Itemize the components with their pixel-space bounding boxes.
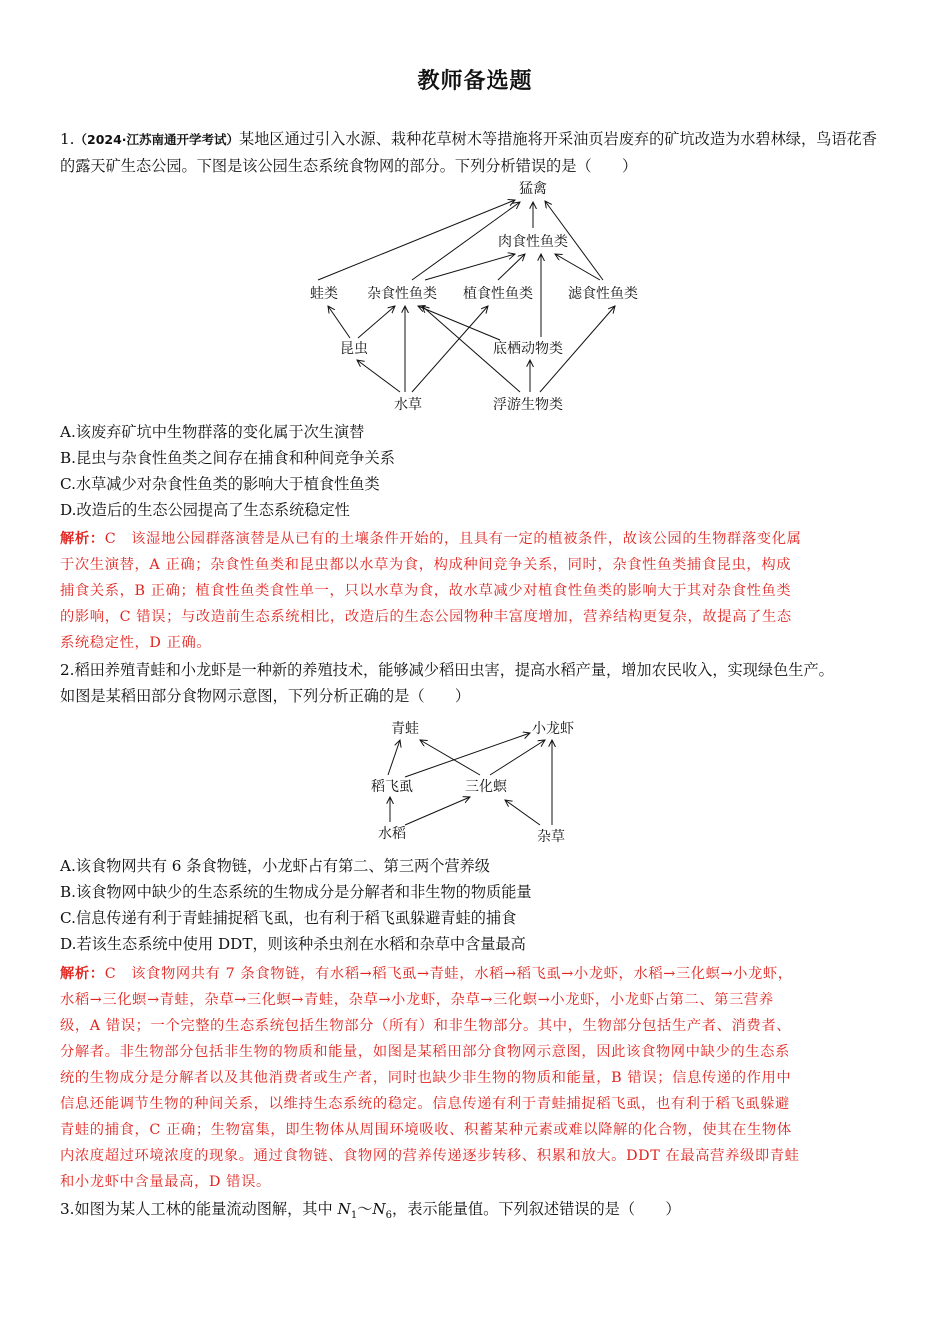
node-q2-planthopper: 稻飞虱 — [371, 779, 413, 795]
arrow-planthopper-frog — [388, 740, 400, 775]
q1-source: （2024·江苏南通开学考试） — [74, 132, 240, 147]
node-herbivore-fish: 植食性鱼类 — [463, 286, 533, 302]
node-carnivore-fish: 肉食性鱼类 — [498, 234, 568, 250]
node-raptor: 猛禽 — [519, 181, 547, 197]
q2-analysis-line: 分解者。非生物部分包括非生物的物质和能量，如图是某稻田部分食物网示意图，因此该食物网中缺少的生态系 — [60, 1044, 790, 1060]
q1-option-a: A.该废弃矿坑中生物群落的变化属于次生演替 — [60, 423, 365, 441]
q2-analysis-line: 和小龙虾中含量最高，D 错误。 — [60, 1174, 271, 1190]
node-insect: 昆虫 — [340, 341, 368, 357]
q1-analysis-line: 捕食关系，B 正确；植食性鱼类食性单一，只以水草为食，故水草减少对植食性鱼类的影响大于其对杂食性鱼类 — [60, 583, 792, 599]
q2-option-d: D.若该生态系统中使用 DDT，则该种杀虫剂在水稻和杂草中含量最高 — [60, 935, 526, 953]
q2-analysis-line: 信息还能调节生物的种间关系，以维持生态系统的稳定。信息传递有利于青蛙捕捉稻飞虱，也有利于稻飞虱躲避 — [60, 1096, 790, 1112]
arrow-grass-insect — [357, 360, 400, 392]
analysis-label: 解析： — [60, 531, 105, 547]
node-water-grass: 水草 — [394, 397, 422, 413]
q1-option-d: D.改造后的生态公园提高了生态系统稳定性 — [60, 501, 350, 519]
q1-analysis — [60, 526, 890, 656]
node-plankton: 浮游生物类 — [493, 397, 563, 413]
q1-analysis-line: 的影响，C 错误；与改造前生态系统相比，改造后的生态公园物种丰富度增加，营养结构更复杂，故提高了生态 — [60, 609, 792, 625]
analysis-answer: C — [104, 966, 117, 982]
q1-number: 1. — [60, 130, 75, 148]
arrow-frog-raptor — [318, 200, 515, 280]
arrow-insect-frog — [328, 306, 350, 338]
q2-analysis-line: 青蛙的捕食，C 正确；生物富集，即生物体从周围环境吸收、积蓄某种元素或难以降解的化合物，使其在生物体 — [60, 1122, 792, 1138]
arrow-benthic-omnifish — [418, 306, 500, 340]
arrow-insect-omnifish — [358, 306, 395, 338]
q2-analysis-line: 级，A 错误；一个完整的生态系统包括生物部分（所有）和非生物部分。其中，生物部分包括生产者、消费者、 — [60, 1018, 792, 1034]
q2-stem-line: 如图是某稻田部分食物网示意图，下列分析正确的是（ ） — [60, 687, 471, 705]
node-filter-fish: 滤食性鱼类 — [568, 286, 638, 302]
q2-analysis-line: 解析：C 该食物网共有 7 条食物链，有水稻→稻飞虱→青蛙，水稻→稻飞虱→小龙虾，水稻→三化螟→小龙虾， — [60, 966, 793, 982]
arrow-borer-frog — [420, 740, 480, 775]
q2-analysis-line: 水稻→三化螟→青蛙，杂草→三化螟→青蛙，杂草→小龙虾，杂草→三化螟→小龙虾，小龙虾占第二、第三营养 — [60, 992, 774, 1008]
q1-analysis-line: 于次生演替，A 正确；杂食性鱼类和昆虫都以水草为食，构成种间竞争关系，同时，杂食性鱼类捕食昆虫，构成 — [60, 557, 792, 573]
node-q2-borer: 三化螟 — [465, 779, 507, 795]
node-q2-rice: 水稻 — [378, 826, 406, 842]
arrow-planthopper-crayfish — [405, 733, 530, 777]
node-benthic: 底栖动物类 — [493, 341, 563, 357]
q1-analysis-line: 解析：C 该湿地公园群落演替是从已有的土壤条件开始的，且具有一定的植被条件，故该公园的生物群落变化属 — [60, 531, 802, 547]
q2-option-a: A.该食物网共有 6 条食物链，小龙虾占有第二、第三两个营养级 — [60, 857, 490, 875]
q1-analysis-line: 系统稳定性，D 正确。 — [60, 635, 212, 651]
q2-analysis-line: 统的生物成分是分解者以及其他消费者或生产者，同时也缺少非生物的物质和能量，B 错误；信息传递的作用中 — [60, 1070, 792, 1086]
q2-analysis-line: 内浓度超过环境浓度的现象。通过食物链、食物网的营养传递逐步转移、积累和放大。DDT 在最高营养级即青蛙 — [60, 1148, 800, 1164]
q1-option-b: B.昆虫与杂食性鱼类之间存在捕食和种间竞争关系 — [60, 449, 395, 467]
node-frog: 蛙类 — [310, 286, 338, 302]
arrow-borer-crayfish — [490, 740, 545, 775]
arrow-weed-borer — [505, 800, 540, 825]
node-q2-weed: 杂草 — [537, 829, 565, 845]
q2-option-b: B.该食物网中缺少的生态系统的生物成分是分解者和非生物的物质能量 — [60, 883, 532, 901]
page-title: 教师备选题 — [417, 69, 533, 94]
q1-stem-text: 某地区通过引入水源、栽种花草树木等措施将开采油页岩废弃的矿坑改造为水碧林绿，鸟语花香的露天矿生态公园。下图是该公园生态系统食物网的部分。下列分析错误的是（ ） — [60, 130, 877, 175]
node-q2-frog: 青蛙 — [391, 721, 419, 737]
arrow-rice-borer — [405, 797, 470, 825]
q2-option-c: C.信息传递有利于青蛙捕捉稻飞虱，也有利于稻飞虱躲避青蛙的捕食 — [60, 909, 517, 927]
node-omnivore-fish: 杂食性鱼类 — [367, 286, 437, 302]
node-q2-crayfish: 小龙虾 — [532, 721, 574, 737]
q3-stem: 3.如图为某人工林的能量流动图解，其中 $N_1\sim N_6$，表示能量值。下列叙述错误的是（ ） — [60, 1200, 681, 1222]
q2-analysis — [60, 961, 890, 1195]
q2-stem — [60, 657, 910, 709]
q1-option-c: C.水草减少对杂食性鱼类的影响大于植食性鱼类 — [60, 475, 380, 493]
q2-stem-line: 2.稻田养殖青蛙和小龙虾是一种新的养殖技术，能够减少稻田虫害，提高水稻产量，增加农民收入，实现绿色生产。 — [60, 661, 834, 679]
analysis-answer: C — [104, 531, 117, 547]
analysis-label: 解析： — [60, 966, 105, 982]
